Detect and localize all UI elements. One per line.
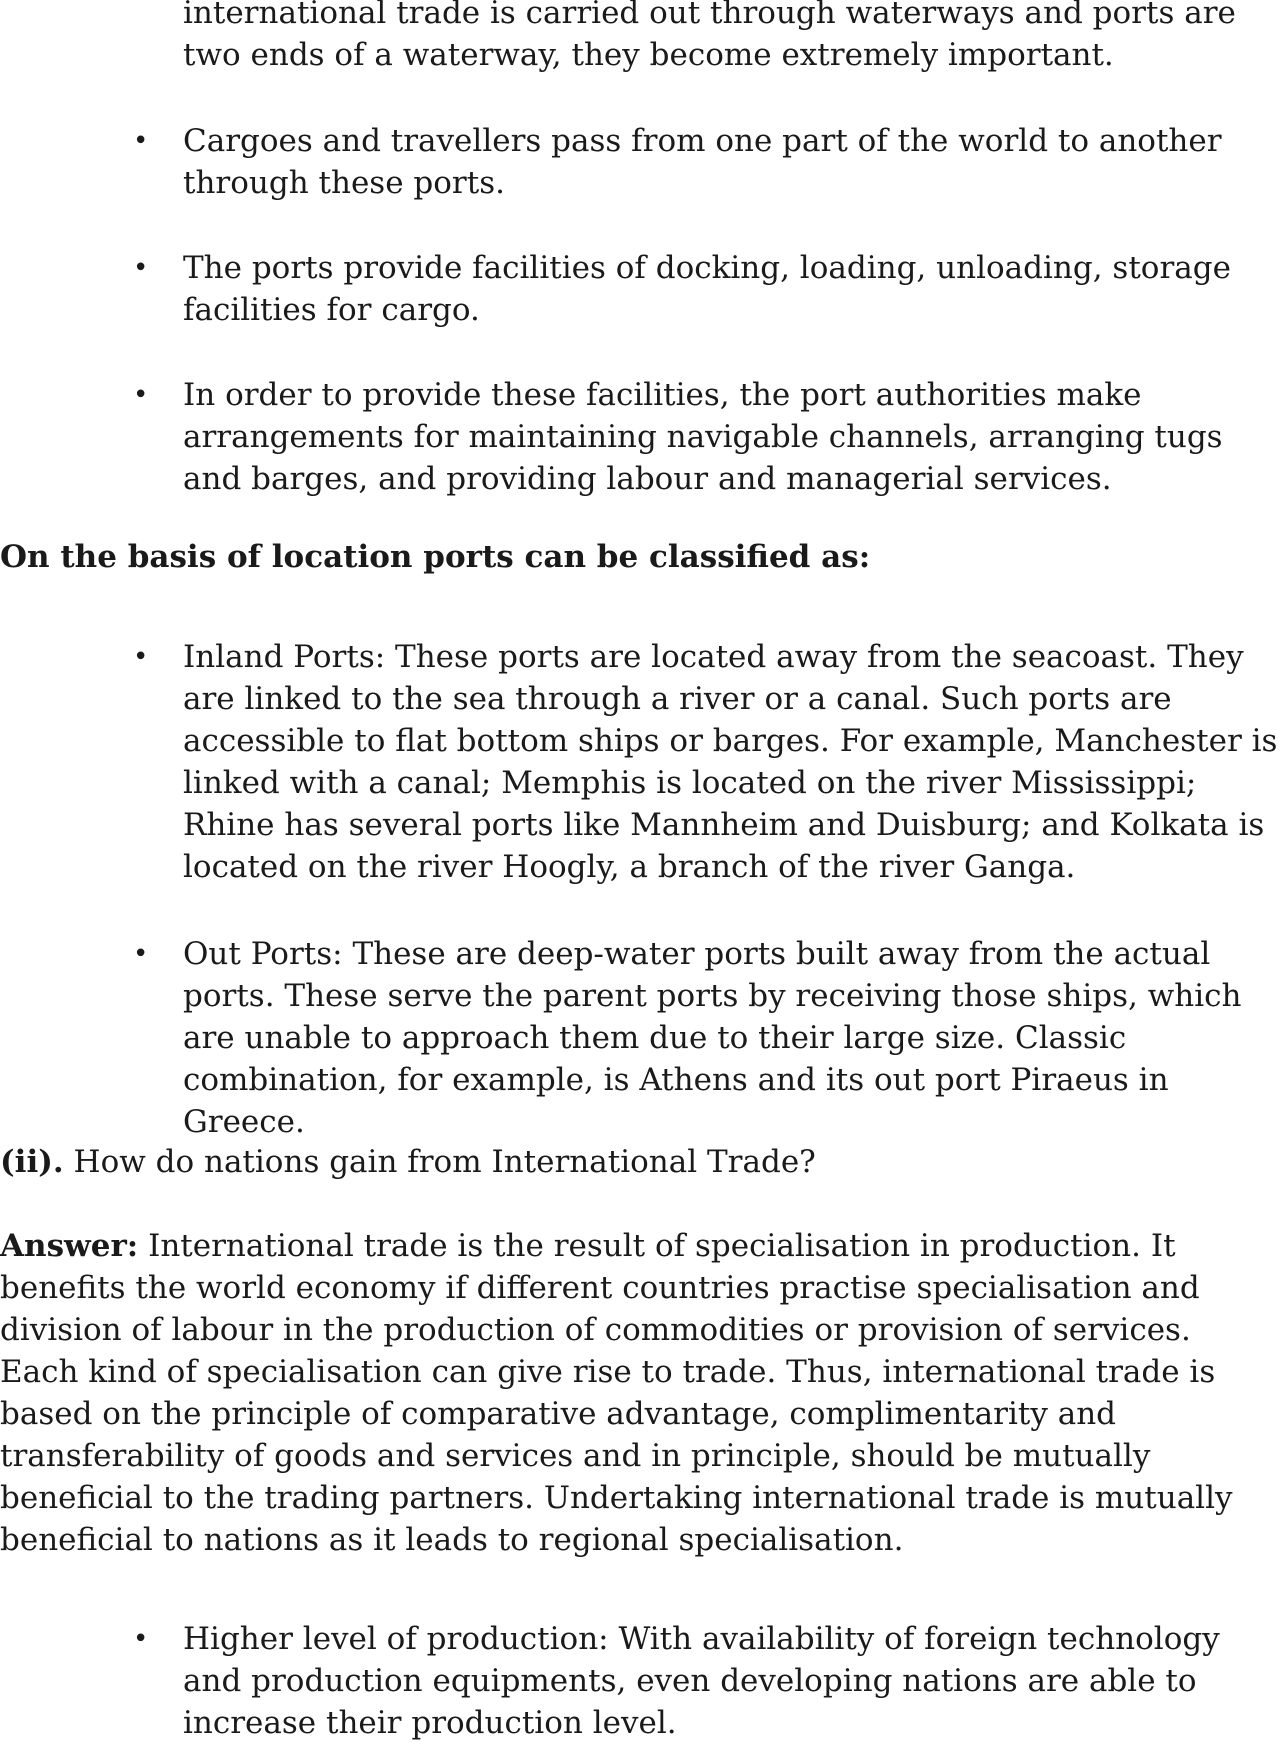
answer: [0, 1225, 1279, 1561]
bullet-icon: •: [133, 380, 149, 410]
list-item: [133, 374, 1279, 500]
intro-fragment: international trade is carried out through waterways and ports are two ends of a waterway, they become extremely important.: [183, 0, 1236, 73]
list-item: [133, 247, 1279, 331]
list-item: [133, 120, 1279, 204]
bullet-text: In order to provide these facilities, the port authorities make arrangements for maintaining navigable channels, arranging tugs and barges, and providing labour and managerial services.: [183, 377, 1223, 497]
bullet-text: Higher level of production: With availability of foreign technology and production equipments, even developing nations are able to increase their production level.: [183, 1621, 1220, 1741]
answer-label: Answer:: [0, 1228, 139, 1264]
bullet-icon: •: [133, 642, 149, 672]
list-item: [133, 1618, 1279, 1744]
list-item: [133, 636, 1279, 888]
bullet-icon: •: [133, 126, 149, 156]
question: [0, 1141, 1279, 1183]
section-heading: On the basis of location ports can be classified as:: [0, 539, 871, 575]
bullet-text: The ports provide facilities of docking, loading, unloading, storage facilities for cargo.: [183, 250, 1231, 328]
question-label: (ii).: [0, 1144, 64, 1180]
bullet-icon: •: [133, 1624, 149, 1654]
answer-text: International trade is the result of specialisation in production. It benefits the world economy if different countries practise specialisation and division of labour in the production of commodities or provision of services. Each kind of specialisation can give rise to trade. Thus, international trade is based on the principle of comparative advantage, complimentarity and transferability of goods and services and in principle, should be mutually beneficial to the trading partners. Undertaking international trade is mutually beneficial to nations as it leads to regional specialisation.: [0, 1228, 1233, 1558]
bullet-text: Out Ports: These are deep-water ports built away from the actual ports. These serve the parent ports by receiving those ships, which are unable to approach them due to their large size. Classic combination, for example, is Athens and its out port Piraeus in Greece.: [183, 936, 1242, 1140]
list-item: [133, 933, 1279, 1143]
bullet-icon: •: [133, 939, 149, 969]
bullet-icon: •: [133, 253, 149, 283]
bullet-text: Inland Ports: These ports are located away from the seacoast. They are linked to the sea through a river or a canal. Such ports are accessible to flat bottom ships or barges. For example, Manchester is linked with a canal; Memphis is located on the river Mississippi; Rhine has several ports like Mannheim and Duisburg; and Kolkata is located on the river Hoogly, a branch of the river Ganga.: [183, 639, 1278, 885]
question-text: How do nations gain from International Trade?: [63, 1144, 816, 1180]
bullet-text: Cargoes and travellers pass from one part of the world to another through these ports.: [183, 123, 1222, 201]
